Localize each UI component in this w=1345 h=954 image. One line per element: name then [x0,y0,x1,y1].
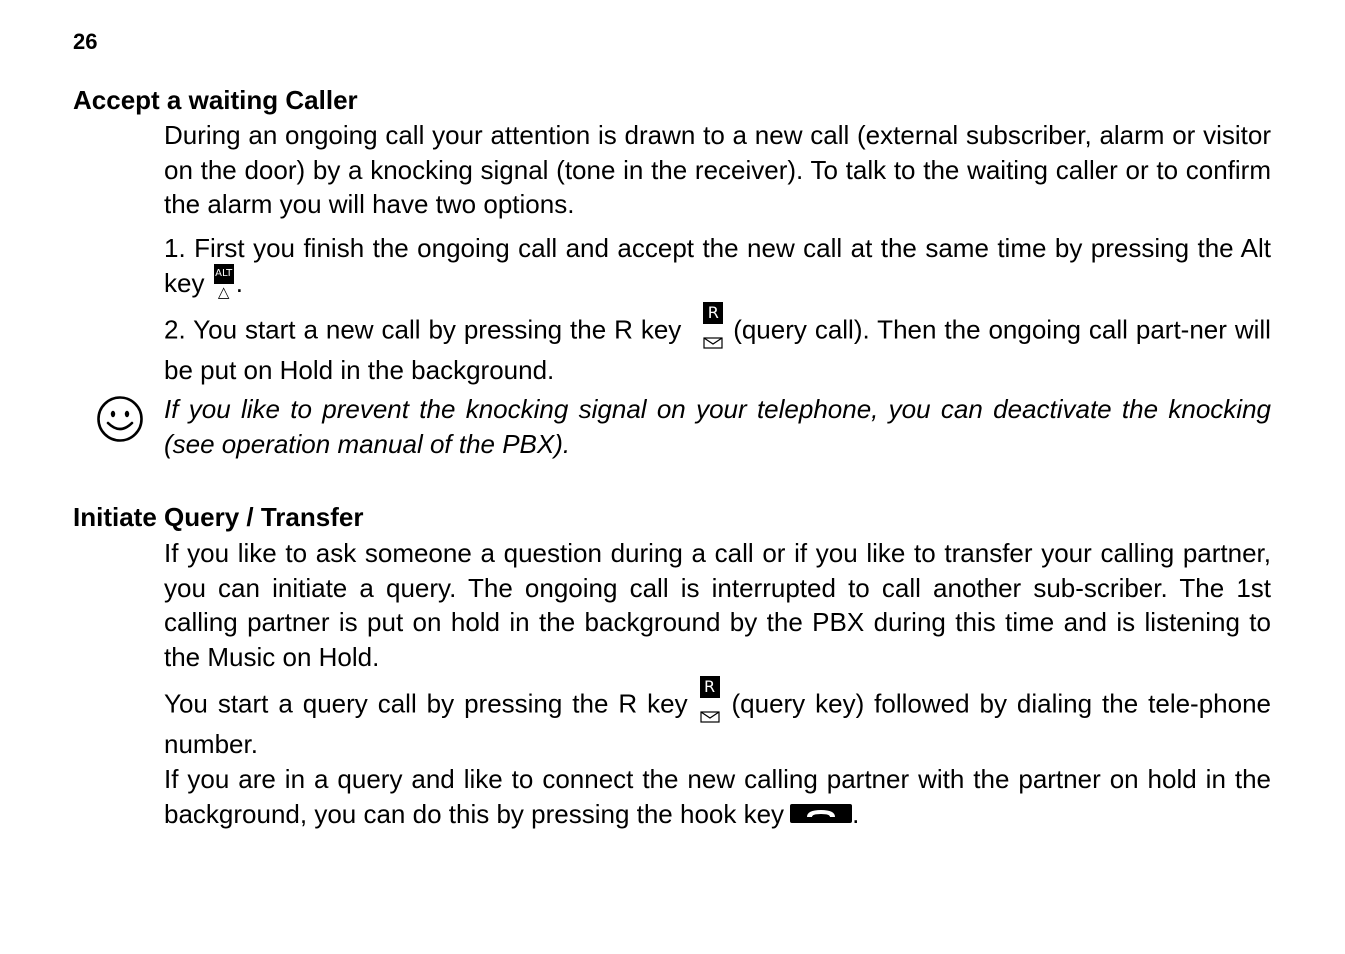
envelope-icon-2 [700,701,720,727]
page-number: 26 [73,29,98,54]
alt-key-label: ALT [214,264,234,284]
envelope-icon [703,327,723,353]
r-key-label-2: R [700,676,720,698]
paragraph-query-start [164,677,1272,762]
option-2-end: (query call). Then the ongoing call part-ner will be put on Hold in the background. [164,314,1271,385]
option-1-end: . [235,267,243,298]
note-knocking: If you like to prevent the knocking signal on your telephone, you can deactivate the knocking (see operation manual of the PBX). [164,394,1271,459]
r-key-icon-2 [700,677,720,727]
section-heading-waiting-caller: Accept a waiting Caller [73,85,358,115]
paragraph-query-intro: If you like to ask someone a question during a call or if you like to transfer your calling partner, you can initiate a query. The ongoing call is interrupted to call another sub-scriber. The 1st calling partner is put on hold in the background by the PBX during this time and is listening to the Music on Hold. [164,538,1271,672]
query-start-text: You start a query call by pressing the R key [164,688,688,719]
alt-key-bell: △ [217,283,230,301]
alt-key-icon [214,267,234,301]
paragraph-option-2 [164,303,1271,388]
query-connect-end: . [852,798,860,829]
query-connect-text: If you are in a query and like to connect the new calling partner with the partner on hold in the background, you can do this by pressing the hook key [164,764,1271,829]
paragraph-option-1 [164,231,1271,300]
r-key-label: R [703,302,723,324]
paragraph-waiting-intro: During an ongoing call your attention is drawn to a new call (external subscriber, alarm or visitor on the door) by a knocking signal (tone in the receiver). To talk to the waiting caller or to confirm the alarm you will have two options. [164,120,1271,219]
paragraph-query-connect [164,762,1271,831]
option-1-text: 1. First you finish the ongoing call and accept the new call at the same time by pressing the Alt key [164,233,1271,298]
section-heading-query-transfer: Initiate Query / Transfer [73,502,364,532]
hook-key-icon [790,804,852,823]
option-2-text: 2. You start a new call by pressing the R key [164,314,682,345]
query-start-end: (query key) followed by dialing the tele-phone number. [164,688,1272,759]
r-key-icon [703,303,723,353]
smiley-icon [96,395,144,443]
